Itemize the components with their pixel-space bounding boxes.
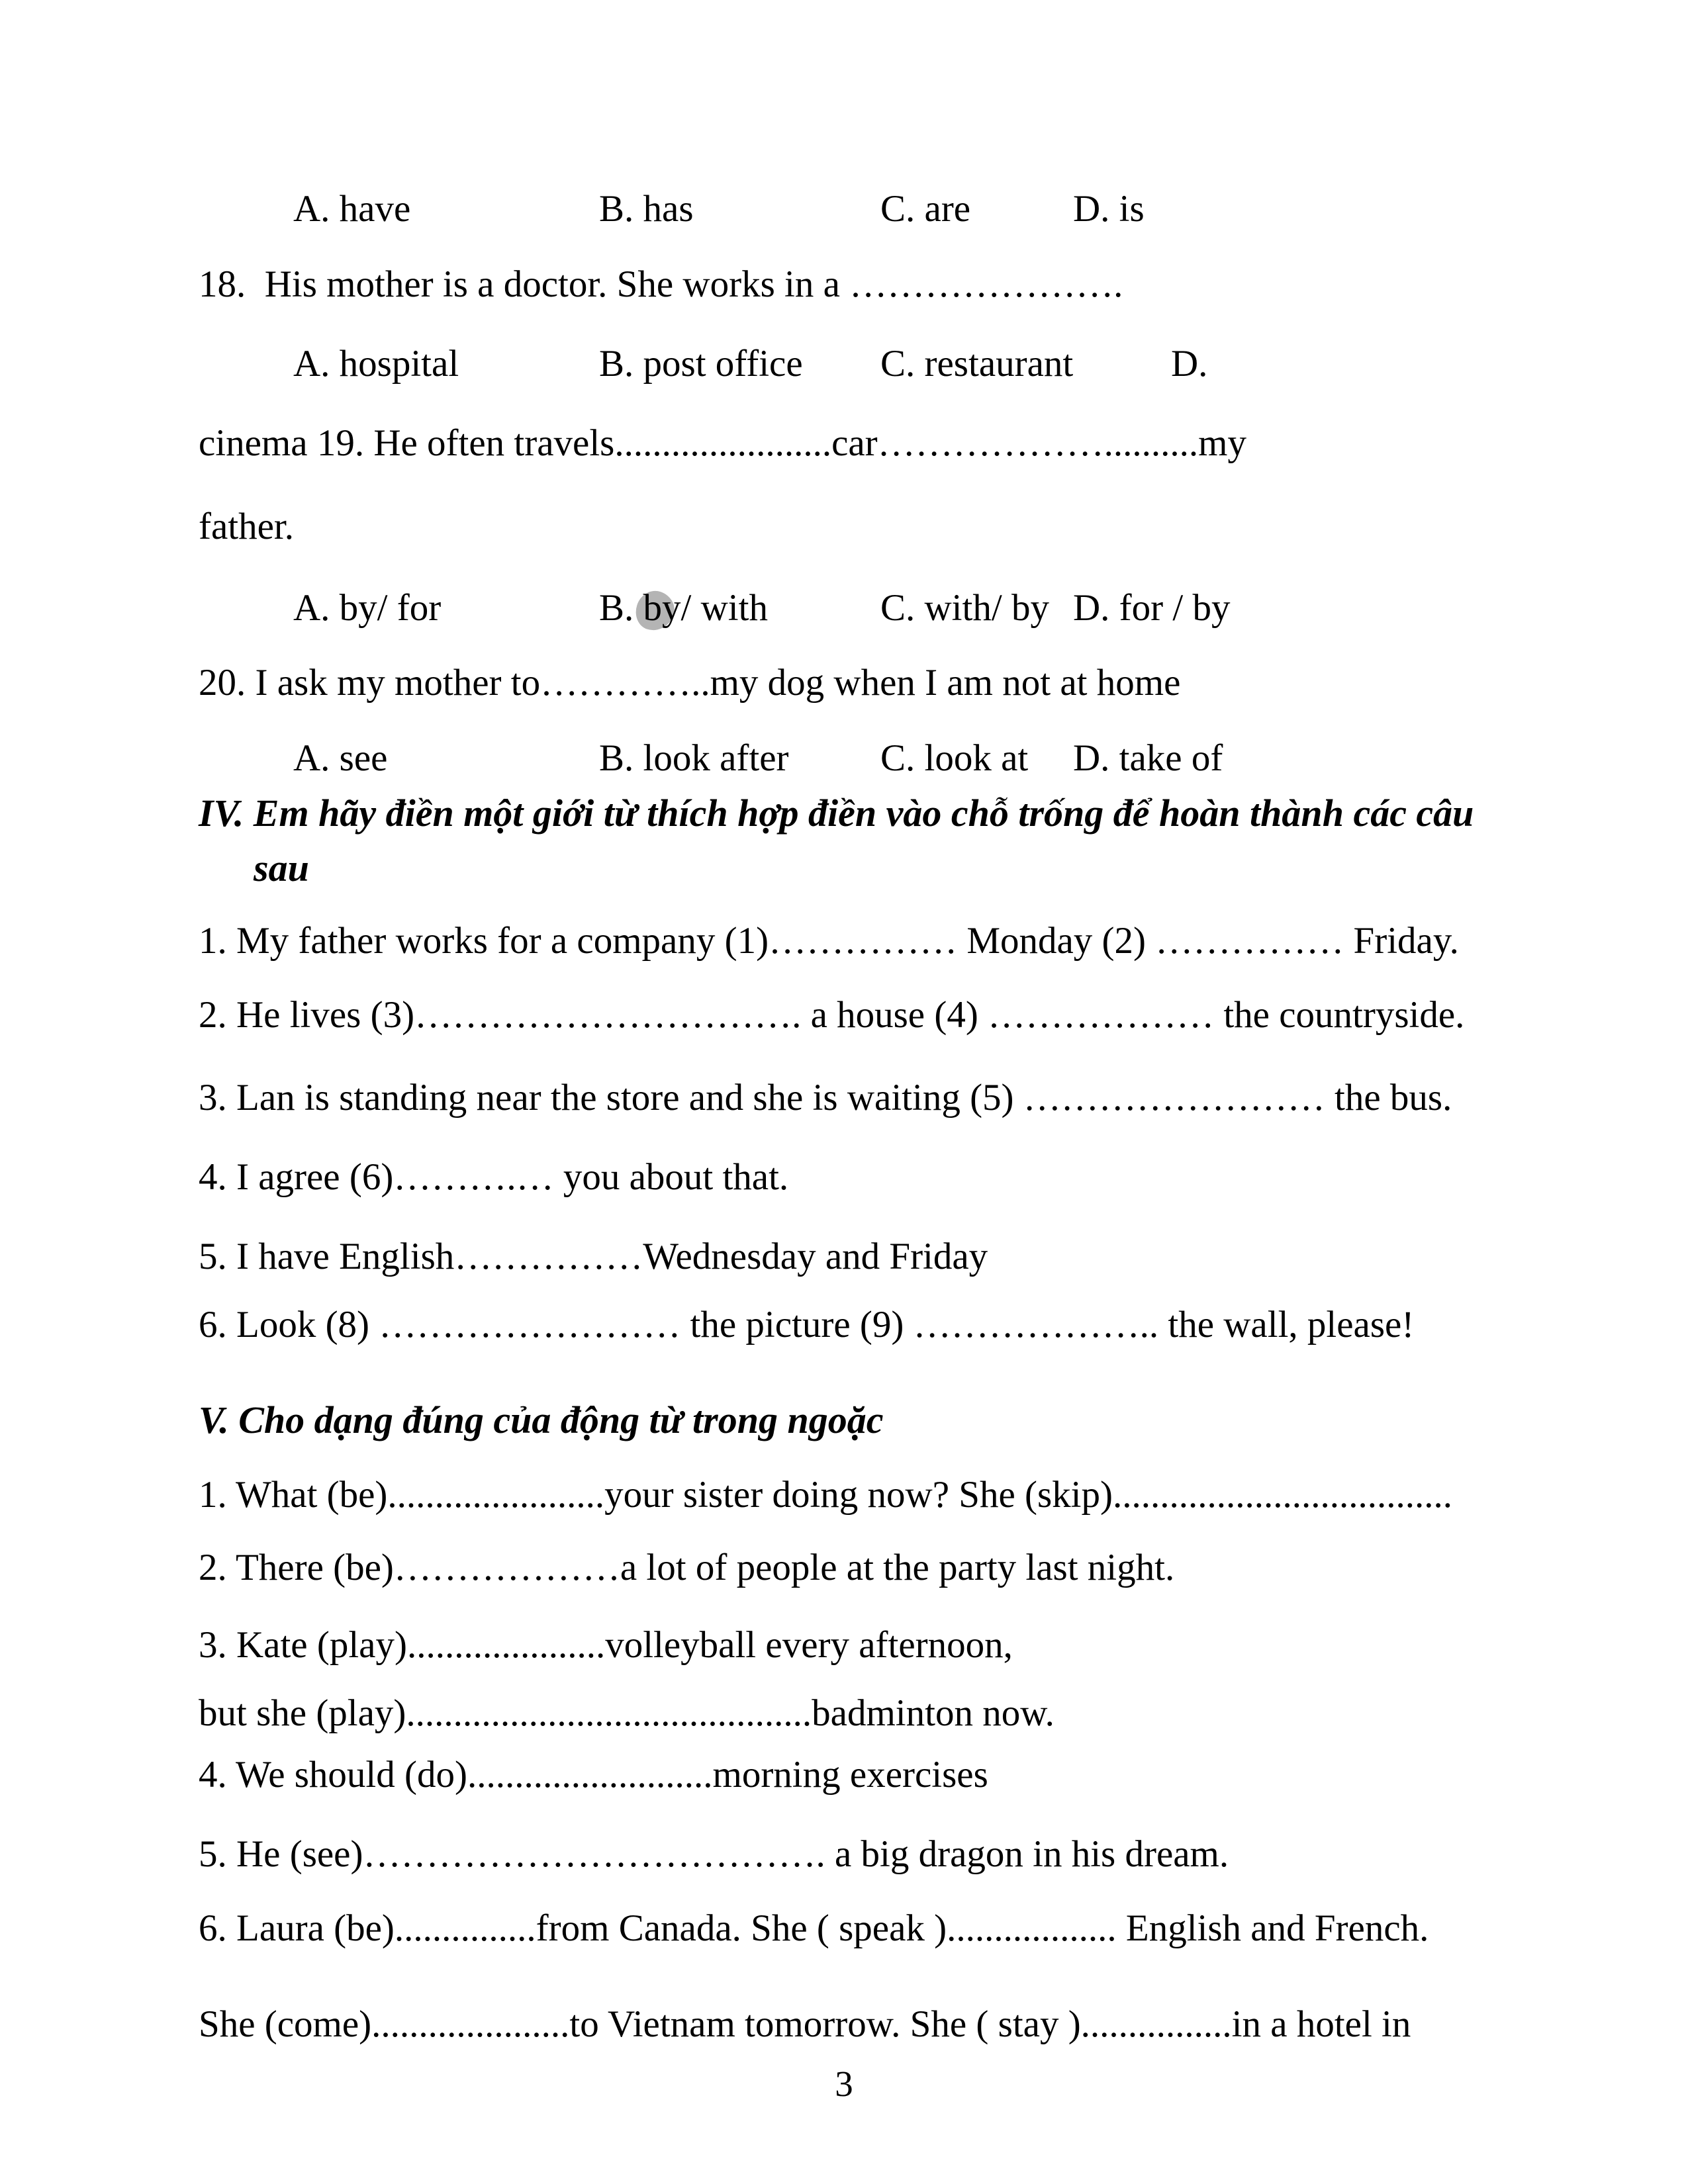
verb-form-item: 4. We should (do)..........................morning exercises xyxy=(199,1754,988,1796)
answer-option: B. post office xyxy=(599,343,803,385)
question-text-q19: cinema 19. He often travels.......................car………………..........my xyxy=(199,422,1247,464)
answer-option: D. for / by xyxy=(1073,587,1231,629)
fill-blank-item: 3. Lan is standing near the store and she is waiting (5) …………………… the bus. xyxy=(199,1077,1452,1118)
question-text-q20: 20. I ask my mother to…………..my dog when I am not at home xyxy=(199,662,1181,704)
verb-form-item-cont: but she (play)...........................................badminton now. xyxy=(199,1692,1055,1734)
answer-option: A. see xyxy=(293,737,388,779)
page-number: 3 xyxy=(835,2064,853,2104)
answer-option: D. xyxy=(1171,343,1208,385)
answer-option: A. have xyxy=(293,188,411,230)
question-text-q19-cont: father. xyxy=(199,506,295,547)
answer-option: C. restaurant xyxy=(880,343,1074,385)
answer-option: D. take of xyxy=(1073,737,1223,779)
options-row-q20 xyxy=(0,737,1688,790)
answer-option: A. by/ for xyxy=(293,587,442,629)
verb-form-item: 1. What (be).......................your sister doing now? She (skip).................................... xyxy=(199,1474,1452,1516)
verb-form-item: 5. He (see)………………………………. a big dragon in his dream. xyxy=(199,1833,1229,1875)
options-row-q17 xyxy=(0,187,1688,240)
section-iv-heading-cont: sau xyxy=(254,846,309,889)
verb-form-item: 2. There (be)………………a lot of people at the party last night. xyxy=(199,1547,1175,1588)
fill-blank-item: 6. Look (8) …………………… the picture (9) ……………….. the wall, please! xyxy=(199,1304,1415,1345)
fill-blank-item: 5. I have English……………Wednesday and Friday xyxy=(199,1236,988,1277)
options-row-q19 xyxy=(0,586,1688,639)
options-row-q18 xyxy=(0,342,1688,395)
section-v-heading: V. Cho dạng đúng của động từ trong ngoặc xyxy=(199,1398,884,1441)
answer-option: B. by/ with xyxy=(599,587,768,629)
question-text-q18: 18. His mother is a doctor. She works in a …………………. xyxy=(199,263,1123,305)
answer-option: A. hospital xyxy=(293,343,459,385)
fill-blank-item: 1. My father works for a company (1)…………… Monday (2) …………… Friday. xyxy=(199,920,1459,962)
verb-form-item: 6. Laura (be)...............from Canada. She ( speak ).................. English and French. xyxy=(199,1907,1429,1949)
answer-option: C. are xyxy=(880,188,971,230)
verb-form-item: 3. Kate (play).....................volleyball every afternoon, xyxy=(199,1624,1013,1666)
answer-option: D. is xyxy=(1073,188,1145,230)
answer-option: B. has xyxy=(599,188,694,230)
fill-blank-item: 2. He lives (3)…………………………. a house (4) ……………… the countryside. xyxy=(199,994,1465,1036)
answer-option: B. look after xyxy=(599,737,789,779)
answer-option: C. look at xyxy=(880,737,1029,779)
verb-form-item-cont: She (come).....................to Vietnam tomorrow. She ( stay )................in a hotel in xyxy=(199,2003,1411,2045)
answer-option: C. with/ by xyxy=(880,587,1049,629)
fill-blank-item: 4. I agree (6)……….… you about that. xyxy=(199,1156,789,1198)
section-iv-heading: IV. Em hãy điền một giới từ thích hợp điền vào chỗ trống để hoàn thành các câu xyxy=(199,792,1474,835)
